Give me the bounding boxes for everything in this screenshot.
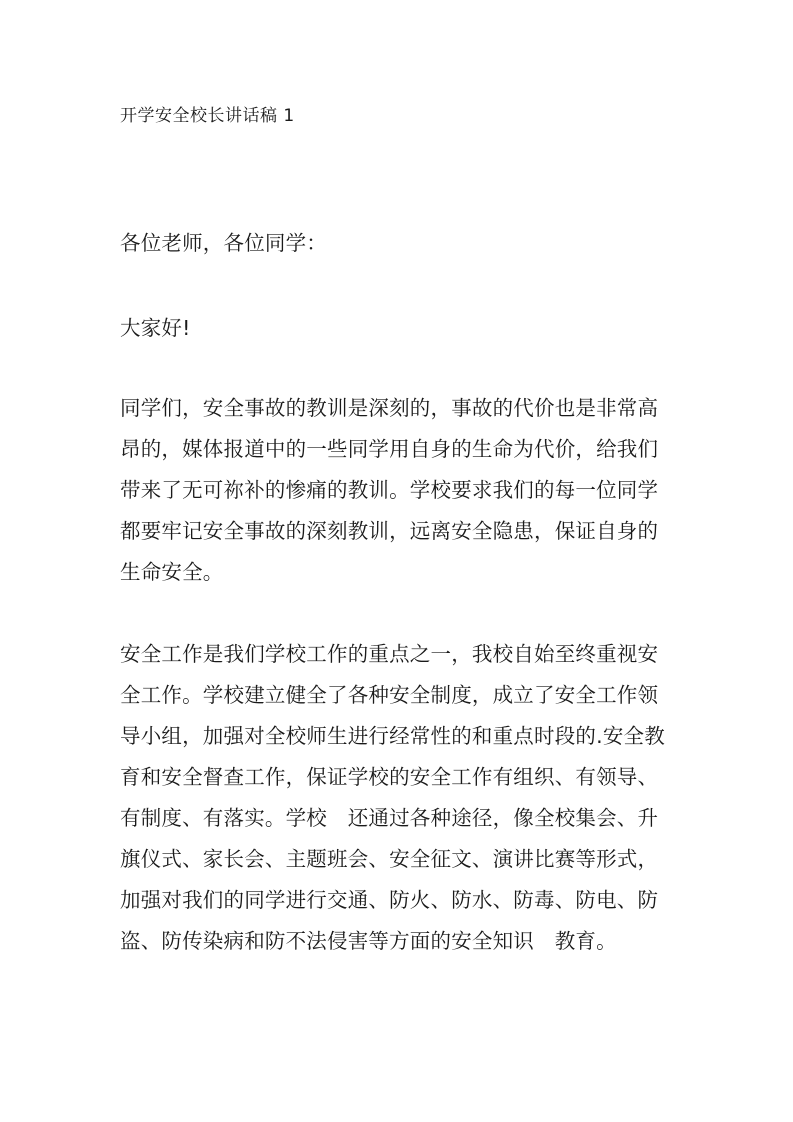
paragraph-1-line: 都要牢记安全事故的深刻教训，远离安全隐患，保证自身的	[120, 519, 659, 543]
paragraph-1-line: 生命安全。	[120, 560, 224, 584]
paragraph-2-line: 安全工作是我们学校工作的重点之一，我校自始至终重视安	[120, 642, 659, 666]
salutation: 各位老师，各位同学：	[120, 231, 327, 255]
greeting: 大家好!	[120, 316, 191, 340]
paragraph-2-line: 育和安全督查工作，保证学校的安全工作有组织、有领导、	[120, 765, 659, 789]
paragraph-2-line: 有制度、有落实。学校 还通过各种途径，像全校集会、升	[120, 806, 659, 830]
paragraph-2-line: 旗仪式、家长会、主题班会、安全征文、演讲比赛等形式，	[120, 847, 659, 871]
paragraph-1-line: 昂的，媒体报道中的一些同学用自身的生命为代价，给我们	[120, 437, 659, 461]
paragraph-2-line: 加强对我们的同学进行交通、防火、防水、防毒、防电、防	[120, 888, 659, 912]
paragraph-2-line: 全工作。学校建立健全了各种安全制度，成立了安全工作领	[120, 683, 659, 707]
document-title: 开学安全校长讲话稿 1	[120, 106, 295, 126]
paragraph-1-line: 带来了无可祢补的惨痛的教训。学校要求我们的每一位同学	[120, 478, 659, 502]
paragraph-1-line: 同学们，安全事故的教训是深刻的，事故的代价也是非常高	[120, 396, 659, 420]
paragraph-2-line: 导小组，加强对全校师生进行经常性的和重点时段的.安全教	[120, 724, 665, 748]
paragraph-2-line: 盗、防传染病和防不法侵害等方面的安全知识 教育。	[120, 929, 617, 953]
